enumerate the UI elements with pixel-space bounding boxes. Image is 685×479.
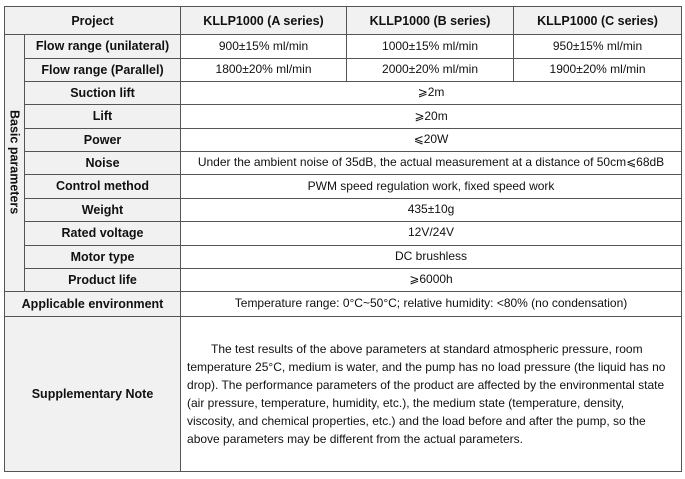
flow-unilateral-c: 950±15% ml/min — [514, 35, 682, 58]
rated-voltage-value: 12V/24V — [181, 222, 682, 245]
specification-table — [4, 6, 682, 472]
basic-parameters-group-cell — [5, 35, 25, 292]
row-applicable-environment — [5, 292, 682, 316]
row-supplementary-note — [5, 316, 682, 471]
supplementary-note-text: The test results of the above parameters at standard atmospheric pressure, room temperature 25°C, medium is water, and the pump has no load pressure (the liquid has no drop). The performance parameters of the product are affected by the environmental state (air pressure, temperature, humidity, etc.), the medium state (temperature, density, viscosity, and chemical properties, etc.) and the load before and after the pump, so the above parameters may be different from the actual parameters. — [187, 341, 666, 446]
flow-parallel-c: 1900±20% ml/min — [514, 58, 682, 81]
header-project: Project — [5, 7, 181, 35]
row-flow-unilateral — [5, 35, 682, 58]
supplementary-note-label: Supplementary Note — [5, 316, 181, 471]
row-rated-voltage — [5, 222, 682, 245]
header-series-a: KLLP1000 (A series) — [181, 7, 347, 35]
lift-label: Lift — [25, 105, 181, 128]
applicable-environment-value: Temperature range: 0°C~50°C; relative humidity: <80% (no condensation) — [181, 292, 682, 316]
product-life-label: Product life — [25, 268, 181, 291]
motor-type-label: Motor type — [25, 245, 181, 268]
suction-lift-label: Suction lift — [25, 82, 181, 105]
flow-unilateral-label: Flow range (unilateral) — [25, 35, 181, 58]
power-label: Power — [25, 128, 181, 151]
lift-value: ⩾20m — [181, 105, 682, 128]
row-noise — [5, 152, 682, 175]
row-product-life — [5, 268, 682, 291]
row-weight — [5, 198, 682, 221]
header-series-b: KLLP1000 (B series) — [347, 7, 514, 35]
applicable-environment-label: Applicable environment — [5, 292, 181, 316]
control-method-value: PWM speed regulation work, fixed speed work — [181, 175, 682, 198]
header-row — [5, 7, 682, 35]
power-value: ⩽20W — [181, 128, 682, 151]
flow-unilateral-b: 1000±15% ml/min — [347, 35, 514, 58]
flow-parallel-a: 1800±20% ml/min — [181, 58, 347, 81]
flow-parallel-b: 2000±20% ml/min — [347, 58, 514, 81]
header-series-c: KLLP1000 (C series) — [514, 7, 682, 35]
motor-type-value: DC brushless — [181, 245, 682, 268]
weight-value: 435±10g — [181, 198, 682, 221]
flow-parallel-label: Flow range (Parallel) — [25, 58, 181, 81]
noise-label: Noise — [25, 152, 181, 175]
row-power — [5, 128, 682, 151]
supplementary-note-cell — [181, 316, 682, 471]
row-motor-type — [5, 245, 682, 268]
flow-unilateral-a: 900±15% ml/min — [181, 35, 347, 58]
control-method-label: Control method — [25, 175, 181, 198]
basic-parameters-label: Basic parameters — [7, 109, 22, 214]
noise-value: Under the ambient noise of 35dB, the actual measurement at a distance of 50cm⩽68dB — [181, 152, 682, 175]
row-lift — [5, 105, 682, 128]
row-control-method — [5, 175, 682, 198]
suction-lift-value: ⩾2m — [181, 82, 682, 105]
row-flow-parallel — [5, 58, 682, 81]
row-suction-lift — [5, 82, 682, 105]
product-life-value: ⩾6000h — [181, 268, 682, 291]
weight-label: Weight — [25, 198, 181, 221]
rated-voltage-label: Rated voltage — [25, 222, 181, 245]
